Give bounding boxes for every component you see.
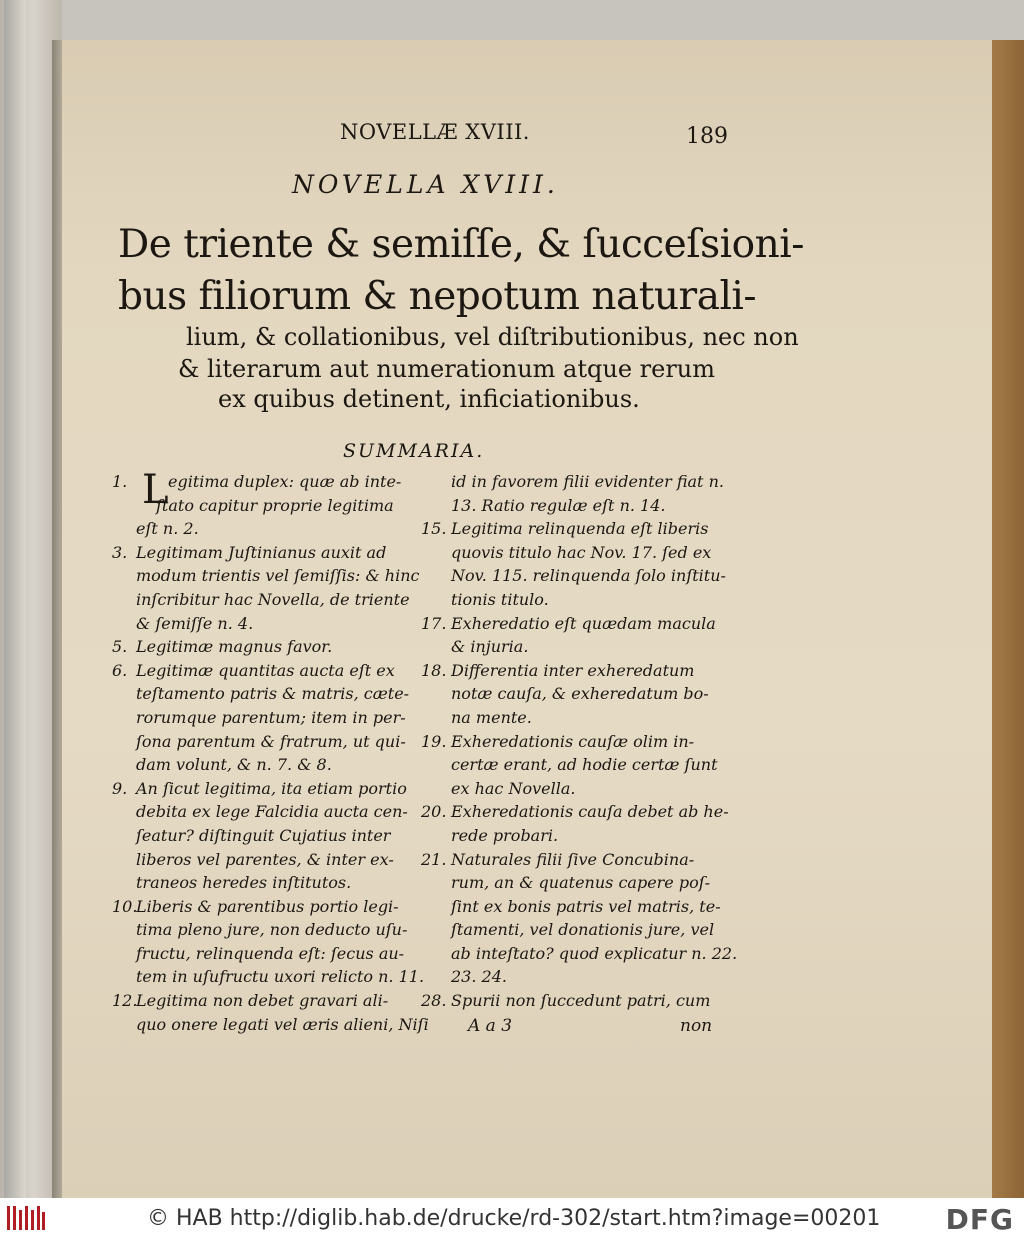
summary-line (112, 944, 412, 968)
summary-line (112, 1014, 429, 1039)
summary-line (421, 802, 729, 826)
item-text: Naturales filii ſive Concubina- (451, 849, 695, 869)
item-text: ſtamenti, vel donationis jure, vel (451, 920, 715, 940)
item-text: ſeatur? diſtinguit Cujatius inter (136, 825, 391, 845)
summary-line (421, 590, 721, 614)
summary-line (112, 566, 420, 590)
summary-line (421, 755, 721, 779)
summary-right-column (421, 472, 738, 1015)
item-text: Legitimæ quantitas aucta eſt ex (136, 660, 395, 680)
summary-line (112, 873, 412, 897)
summary-line (112, 779, 412, 803)
item-number: 18. (421, 660, 447, 680)
summary-line (421, 967, 721, 991)
item-text: id in favorem filii evidenter fiat n. (451, 472, 724, 491)
summary-line (421, 943, 738, 968)
running-head: NOVELLÆ XVIII. (340, 120, 530, 144)
item-text: fructu, relinquenda eſt: ſecus au- (136, 943, 405, 963)
item-text: 13. Ratio regulæ eſt n. 14. (451, 495, 666, 515)
item-text: ſint ex bonis patris vel matris, te- (451, 896, 721, 916)
summary-line (112, 755, 412, 779)
item-text: Exheredationis cauſæ olim in- (451, 731, 695, 751)
item-text: & injuria. (451, 637, 529, 657)
item-number: 28. (421, 991, 447, 1011)
hab-logo-icon (6, 1204, 46, 1232)
item-text: ſtato capitur proprie legitima (156, 495, 394, 515)
item-text: Liberis & parentibus portio legi- (136, 896, 399, 916)
item-text: Legitimæ magnus favor. (136, 637, 333, 657)
summary-line (421, 496, 721, 520)
summary-line (421, 472, 724, 496)
novella-heading: NOVELLA XVIII. (292, 170, 559, 199)
item-text: Spurii non ſuccedunt patri, cum (451, 991, 711, 1011)
summary-line (112, 614, 412, 638)
item-text: egitima duplex: quæ ab inte- (168, 472, 402, 491)
item-text: Differentia inter exheredatum (451, 660, 695, 680)
summary-line (112, 708, 412, 732)
item-number: 3. (112, 542, 128, 562)
item-number: 5. (112, 637, 128, 657)
summary-line (421, 732, 721, 756)
signature-mark: A a 3 (468, 1016, 513, 1036)
item-text: Nov. 115. relinquenda ſolo inſtitu- (451, 566, 726, 586)
summary-line (421, 991, 721, 1015)
summary-line (421, 873, 721, 897)
item-text: rorumque parentum; item in per- (136, 707, 406, 727)
item-text: tem in uſufructu uxori relicto n. 11. (136, 967, 425, 987)
item-text: traneos heredes inſtitutos. (136, 873, 352, 893)
summary-line (421, 637, 721, 661)
summary-line (112, 637, 412, 661)
summary-line (112, 684, 412, 708)
title-line: & literarum aut numerationum atque rerum (178, 355, 716, 383)
item-text: quovis titulo hac Nov. 17. ſed ex (451, 542, 712, 562)
title-line: De triente & semiſſe, & ſucceſsioni- (118, 222, 804, 267)
summary-line (421, 708, 721, 732)
summary-line (421, 897, 721, 921)
item-text: An ſicut legitima, ita etiam portio (136, 778, 407, 798)
item-number: 1. (112, 472, 128, 491)
catchword: non (680, 1016, 713, 1036)
summary-line (421, 566, 726, 590)
summary-line (421, 779, 721, 803)
summary-line (112, 543, 412, 567)
item-text: Legitimam Juſtinianus auxit ad (136, 542, 387, 562)
summary-line (112, 967, 425, 991)
summary-line (421, 519, 721, 543)
item-text: notæ cauſa, & exheredatum bo- (451, 684, 709, 704)
summary-line (421, 826, 721, 850)
summary-line (421, 850, 721, 874)
title-line: bus filiorum & nepotum naturali- (118, 274, 757, 319)
summary-line (112, 661, 412, 685)
item-text: certæ erant, ad hodie certæ ſunt (451, 755, 718, 775)
summary-line (112, 590, 412, 614)
summary-line (421, 920, 721, 944)
item-text: na mente. (451, 707, 532, 727)
item-text: teſtamento patris & matris, cæte- (136, 684, 410, 704)
summary-left-column (112, 467, 429, 1038)
item-text: Legitima non debet gravari ali- (136, 991, 389, 1011)
page-number: 189 (686, 124, 728, 149)
summary-line (112, 897, 412, 921)
summary-line (112, 519, 412, 543)
item-text: ſona parentum & fratrum, ut qui- (136, 731, 406, 751)
title-line: ex quibus detinent, inficiationibus. (218, 385, 640, 413)
item-number: 21. (421, 849, 447, 869)
summaria-heading: SUMMARIA. (343, 440, 485, 462)
summary-line (421, 614, 721, 638)
book-cover-edge (992, 40, 1024, 1198)
item-number: 6. (112, 660, 128, 680)
item-text: quo onere legati vel æris alieni, Niſi (136, 1014, 429, 1034)
summary-line (112, 920, 412, 944)
footer-copyright-url[interactable]: © HAB http://diglib.hab.de/drucke/rd-302/start.htm?image=00201 (147, 1206, 881, 1231)
summary-line (421, 661, 721, 685)
item-number: 10. (112, 896, 138, 916)
item-text: Legitima relinquenda eſt liberis (451, 519, 709, 539)
item-text: ab inteſtato? quod explicatur n. 22. (451, 943, 738, 963)
item-text: tima pleno jure, non deducto uſu- (136, 920, 408, 940)
item-text: tionis titulo. (451, 589, 549, 609)
item-text: dam volunt, & n. 7. & 8. (136, 755, 332, 775)
item-number: 15. (421, 519, 447, 539)
item-number: 20. (421, 802, 447, 822)
item-text: Exheredationis cauſa debet ab he- (451, 802, 729, 822)
summary-line (112, 826, 412, 850)
item-text: ex hac Novella. (451, 778, 576, 798)
item-text: inſcribitur hac Novella, de triente (136, 589, 410, 609)
item-text: 23. 24. (451, 967, 507, 987)
item-text: liberos vel parentes, & inter ex- (136, 849, 394, 869)
summary-line (421, 684, 721, 708)
item-number: 12. (112, 991, 138, 1011)
item-text: eſt n. 2. (136, 519, 199, 539)
drop-cap: L (142, 467, 169, 513)
item-text: & ſemiſſe n. 4. (136, 613, 254, 633)
item-text: Exheredatio eſt quædam macula (451, 613, 716, 633)
dfg-logo: DFG (945, 1203, 1014, 1236)
summary-line (421, 543, 721, 567)
item-text: rede probari. (451, 825, 559, 845)
summary-line (112, 732, 412, 756)
summary-line (112, 991, 412, 1015)
item-text: modum trientis vel ſemiſſis: & hinc (136, 566, 420, 586)
summary-line (112, 496, 412, 520)
summary-line (112, 850, 412, 874)
summary-line (112, 802, 412, 826)
item-number: 9. (112, 778, 128, 798)
item-number: 17. (421, 613, 447, 633)
item-text: rum, an & quatenus capere poſ- (451, 873, 711, 893)
item-text: debita ex lege Falcidia aucta cen- (136, 802, 408, 822)
title-line: lium, & collationibus, vel diſtributionibus, nec non (186, 323, 799, 351)
item-number: 19. (421, 731, 447, 751)
